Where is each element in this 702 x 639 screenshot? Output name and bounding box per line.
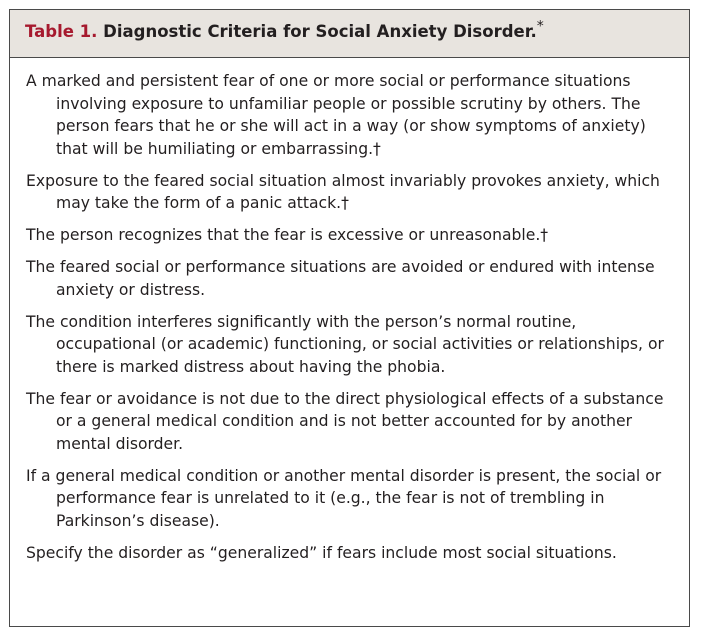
criterion-text: If a general medical condition or another mental disorder is present, the social or performance fear is unrelated to it (e.g., the fear is not of trembling in Parkinson’s disease). [26,466,662,530]
criterion-text: Exposure to the feared social situation almost invariably provokes anxiety, which may take the form of a panic attack. [26,171,660,212]
diagnostic-criteria-table [9,9,690,627]
dagger-footnote-mark: † [373,139,381,158]
criterion-text: The condition interferes significantly with the person’s normal routine, occupational (or academic) functioning, or social activities or relationships, or there is marked distress about having the phobia. [26,312,664,376]
table-label: Table 1. [25,22,98,41]
criterion-7 [26,465,675,533]
dagger-footnote-mark: † [540,226,549,244]
criterion-text: The person recognizes that the fear is excessive or unreasonable. [26,226,541,244]
criterion-4 [26,256,675,301]
dagger-footnote-mark: † [341,194,349,212]
title-footnote-mark: * [536,18,544,35]
criterion-1 [26,70,675,160]
table-title: Diagnostic Criteria for Social Anxiety Disorder. [103,22,537,41]
criterion-2 [26,170,675,215]
criterion-text: The fear or avoidance is not due to the direct physiological effects of a substance or a general medical condition and is not better accounted for by another mental disorder. [26,389,664,453]
table-header [10,10,689,58]
criterion-text: The feared social or performance situations are avoided or endured with intense anxiety or distress. [26,258,655,299]
criterion-text: A marked and persistent fear of one or more social or performance situations involving exposure to unfamiliar people or possible scrutiny by others. The person fears that he or she will act in a way (or show symptoms of anxiety) that will be humiliating or embarrassing. [26,72,646,158]
criterion-6 [26,388,675,456]
criterion-5 [26,311,675,379]
criterion-3 [26,224,675,247]
criterion-8 [26,542,675,565]
criterion-text: Specify the disorder as “generalized” if fears include most social situations. [26,543,617,562]
criteria-list [10,58,689,564]
